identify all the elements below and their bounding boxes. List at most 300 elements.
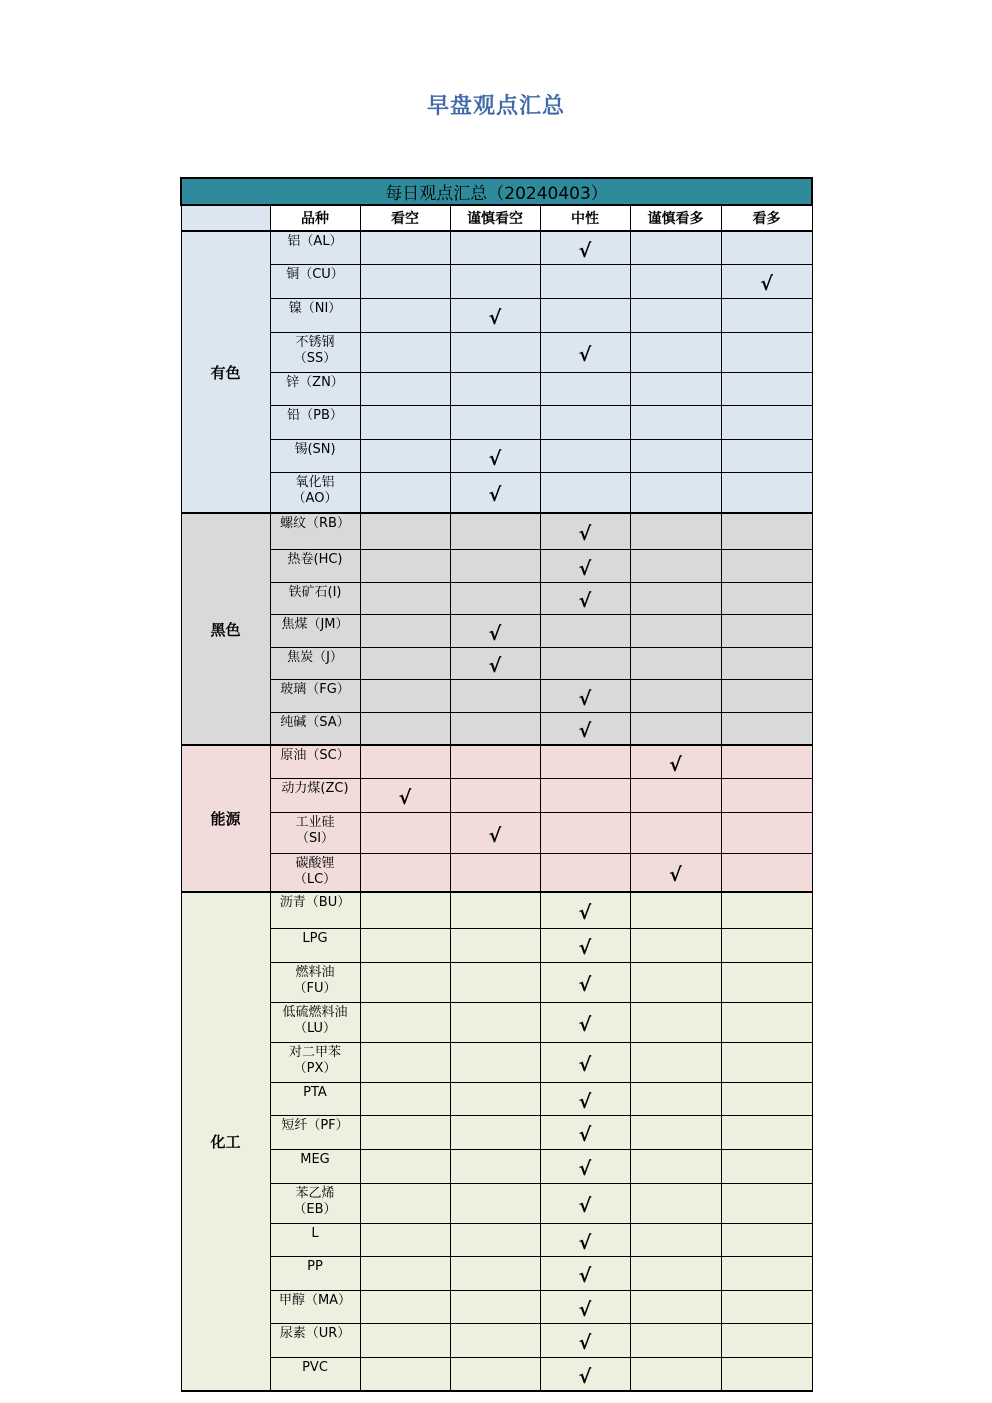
view-cell bbox=[630, 1183, 721, 1223]
table-row bbox=[181, 745, 812, 778]
variety-name-line: 不锈钢 bbox=[295, 334, 335, 350]
view-cell bbox=[630, 439, 721, 472]
view-cell bbox=[630, 372, 721, 405]
check-mark-icon: √ bbox=[488, 307, 502, 329]
table-row bbox=[181, 1357, 812, 1391]
view-cell bbox=[450, 472, 540, 513]
view-cell bbox=[540, 928, 630, 962]
view-cell bbox=[540, 892, 630, 928]
variety-name-line: 铜（CU） bbox=[286, 266, 344, 282]
view-cell bbox=[450, 712, 540, 745]
view-cell bbox=[360, 549, 450, 582]
view-cell bbox=[540, 332, 630, 372]
view-cell bbox=[630, 745, 721, 778]
variety-name-cell bbox=[270, 372, 360, 405]
check-mark-icon: √ bbox=[488, 484, 502, 507]
view-cell bbox=[630, 513, 721, 549]
view-cell bbox=[721, 1042, 812, 1082]
view-cell bbox=[450, 549, 540, 582]
view-cell bbox=[360, 439, 450, 472]
view-cell bbox=[450, 962, 540, 1002]
variety-name-cell bbox=[270, 1082, 360, 1115]
view-cell bbox=[360, 1042, 450, 1082]
variety-name-line: 甲醇（MA） bbox=[278, 1292, 352, 1308]
check-mark-icon: √ bbox=[669, 753, 682, 776]
variety-name-cell bbox=[270, 1256, 360, 1290]
view-cell bbox=[630, 1256, 721, 1290]
view-cell bbox=[450, 1223, 540, 1256]
check-mark-icon: √ bbox=[578, 1195, 592, 1217]
view-cell bbox=[450, 892, 540, 928]
check-mark-icon: √ bbox=[578, 239, 592, 262]
view-cell bbox=[721, 892, 812, 928]
header-row bbox=[181, 205, 812, 231]
variety-name-line: 铝（AL） bbox=[287, 234, 343, 249]
variety-name-cell bbox=[270, 745, 360, 778]
variety-name-line: L bbox=[311, 1225, 319, 1241]
check-mark-icon: √ bbox=[578, 1014, 592, 1036]
view-cell bbox=[360, 1256, 450, 1290]
view-cell bbox=[721, 472, 812, 513]
table-row bbox=[181, 1042, 812, 1082]
variety-name-cell bbox=[270, 231, 360, 264]
table-row bbox=[181, 472, 812, 513]
view-cell bbox=[630, 582, 721, 614]
view-cell bbox=[540, 513, 630, 549]
variety-name-cell bbox=[270, 332, 360, 372]
view-cell bbox=[630, 1115, 721, 1149]
view-cell bbox=[630, 1290, 721, 1323]
variety-name-line: （EB） bbox=[293, 1201, 337, 1217]
view-cell bbox=[360, 231, 450, 264]
table-row bbox=[181, 712, 812, 745]
view-cell bbox=[360, 372, 450, 405]
view-cell bbox=[360, 892, 450, 928]
variety-name-line: （LU） bbox=[293, 1020, 337, 1036]
view-cell bbox=[540, 264, 630, 298]
view-cell bbox=[540, 679, 630, 712]
view-cell bbox=[360, 472, 450, 513]
view-cell bbox=[360, 962, 450, 1002]
view-cell bbox=[630, 962, 721, 1002]
variety-name-cell bbox=[270, 614, 360, 647]
view-cell bbox=[450, 372, 540, 405]
view-cell bbox=[360, 332, 450, 372]
category-cell-nonferrous: 有色 bbox=[181, 231, 270, 513]
view-cell bbox=[360, 812, 450, 853]
view-cell bbox=[630, 231, 721, 264]
table-row bbox=[181, 582, 812, 614]
view-cell bbox=[540, 1082, 630, 1115]
variety-name-cell bbox=[270, 962, 360, 1002]
view-cell bbox=[360, 614, 450, 647]
variety-name-cell bbox=[270, 298, 360, 332]
check-mark-icon: √ bbox=[578, 1265, 592, 1287]
view-cell bbox=[721, 853, 812, 892]
variety-name-line: 螺纹（RB） bbox=[280, 516, 350, 531]
variety-name-cell bbox=[270, 582, 360, 614]
view-cell bbox=[450, 1115, 540, 1149]
view-cell bbox=[721, 712, 812, 745]
table-row bbox=[181, 962, 812, 1002]
check-mark-icon: √ bbox=[578, 902, 592, 925]
variety-name-cell bbox=[270, 853, 360, 892]
view-cell bbox=[721, 582, 812, 614]
view-cell bbox=[630, 1042, 721, 1082]
check-mark-icon: √ bbox=[578, 720, 592, 743]
table-row bbox=[181, 1183, 812, 1223]
table-row bbox=[181, 928, 812, 962]
table-row bbox=[181, 264, 812, 298]
variety-name-cell bbox=[270, 1002, 360, 1042]
variety-name-cell bbox=[270, 928, 360, 962]
view-cell bbox=[540, 1256, 630, 1290]
variety-name-cell bbox=[270, 1223, 360, 1256]
view-cell bbox=[721, 1149, 812, 1183]
table-row bbox=[181, 332, 812, 372]
view-cell bbox=[360, 679, 450, 712]
check-mark-icon: √ bbox=[578, 1158, 592, 1180]
view-cell bbox=[450, 1002, 540, 1042]
check-mark-icon: √ bbox=[578, 344, 592, 366]
view-cell bbox=[540, 1115, 630, 1149]
view-cell bbox=[540, 549, 630, 582]
variety-name-line: （AO） bbox=[292, 490, 338, 506]
view-cell bbox=[721, 439, 812, 472]
view-cell bbox=[630, 778, 721, 812]
view-cell bbox=[540, 1042, 630, 1082]
variety-name-cell bbox=[270, 1323, 360, 1357]
view-cell bbox=[450, 332, 540, 372]
table-row bbox=[181, 614, 812, 647]
view-cell bbox=[360, 298, 450, 332]
view-cell bbox=[721, 812, 812, 853]
view-cell bbox=[630, 1223, 721, 1256]
variety-name-cell bbox=[270, 513, 360, 549]
view-cell bbox=[630, 1082, 721, 1115]
variety-name-cell bbox=[270, 264, 360, 298]
variety-name-line: 镍（NI） bbox=[288, 300, 342, 316]
table-row bbox=[181, 231, 812, 264]
check-mark-icon: √ bbox=[578, 1124, 592, 1146]
view-cell bbox=[360, 778, 450, 812]
view-cell bbox=[630, 853, 721, 892]
check-mark-icon: √ bbox=[578, 1090, 592, 1113]
view-cell bbox=[630, 1323, 721, 1357]
view-cell bbox=[450, 1042, 540, 1082]
check-mark-icon: √ bbox=[578, 1332, 592, 1354]
table-row bbox=[181, 1323, 812, 1357]
check-mark-icon: √ bbox=[578, 937, 592, 959]
variety-name-line: 尿素（UR） bbox=[279, 1325, 351, 1341]
view-cell bbox=[630, 1357, 721, 1391]
view-cell bbox=[450, 778, 540, 812]
view-cell bbox=[450, 513, 540, 549]
view-cell bbox=[630, 264, 721, 298]
view-cell bbox=[360, 712, 450, 745]
view-cell bbox=[540, 962, 630, 1002]
page-title: 早盘观点汇总 bbox=[426, 94, 565, 119]
views-table-container bbox=[180, 177, 812, 1388]
header-cautious-bullish: 谨慎看多 bbox=[630, 205, 721, 231]
view-cell bbox=[630, 647, 721, 679]
view-cell bbox=[360, 513, 450, 549]
view-cell bbox=[450, 1290, 540, 1323]
view-cell bbox=[540, 1149, 630, 1183]
table-row bbox=[181, 647, 812, 679]
view-cell bbox=[540, 1223, 630, 1256]
table-row bbox=[181, 372, 812, 405]
view-cell bbox=[540, 1183, 630, 1223]
check-mark-icon: √ bbox=[488, 824, 502, 847]
view-cell bbox=[721, 1002, 812, 1042]
table-row bbox=[181, 1115, 812, 1149]
view-cell bbox=[721, 1323, 812, 1357]
view-cell bbox=[450, 614, 540, 647]
table-row bbox=[181, 439, 812, 472]
view-cell bbox=[630, 405, 721, 439]
view-cell bbox=[721, 1183, 812, 1223]
table-row bbox=[181, 679, 812, 712]
variety-name-line: （SI） bbox=[295, 830, 335, 846]
view-cell bbox=[721, 928, 812, 962]
view-cell bbox=[450, 231, 540, 264]
variety-name-line: 铅（PB） bbox=[287, 407, 343, 423]
view-cell bbox=[540, 1290, 630, 1323]
view-cell bbox=[450, 679, 540, 712]
view-cell bbox=[630, 1002, 721, 1042]
variety-name-line: 焦煤（JM） bbox=[281, 616, 349, 632]
view-cell bbox=[540, 1323, 630, 1357]
variety-name-cell bbox=[270, 1042, 360, 1082]
view-cell bbox=[360, 1223, 450, 1256]
check-mark-icon: √ bbox=[488, 447, 502, 470]
category-cell-ferrous: 黑色 bbox=[181, 513, 270, 745]
view-cell bbox=[360, 264, 450, 298]
view-cell bbox=[360, 1183, 450, 1223]
table-row bbox=[181, 513, 812, 549]
view-cell bbox=[540, 298, 630, 332]
view-cell bbox=[540, 439, 630, 472]
view-cell bbox=[721, 298, 812, 332]
variety-name-line: 锌（ZN） bbox=[286, 374, 344, 390]
variety-name-cell bbox=[270, 1149, 360, 1183]
view-cell bbox=[721, 549, 812, 582]
variety-name-line: MEG bbox=[300, 1151, 330, 1167]
view-cell bbox=[630, 928, 721, 962]
view-cell bbox=[630, 679, 721, 712]
check-mark-icon: √ bbox=[578, 1054, 592, 1076]
header-cautious-bearish: 谨慎看空 bbox=[450, 205, 540, 231]
view-cell bbox=[540, 712, 630, 745]
view-cell bbox=[450, 1183, 540, 1223]
table-row bbox=[181, 892, 812, 928]
variety-name-line: 动力煤(ZC) bbox=[281, 780, 349, 796]
variety-name-cell bbox=[270, 778, 360, 812]
view-cell bbox=[360, 1115, 450, 1149]
view-cell bbox=[721, 513, 812, 549]
view-cell bbox=[360, 1002, 450, 1042]
view-cell bbox=[450, 1082, 540, 1115]
view-cell bbox=[630, 1149, 721, 1183]
view-cell bbox=[721, 1082, 812, 1115]
variety-name-cell bbox=[270, 712, 360, 745]
view-cell bbox=[450, 853, 540, 892]
view-cell bbox=[450, 1149, 540, 1183]
variety-name-line: （SS） bbox=[293, 350, 337, 366]
header-variety: 品种 bbox=[270, 205, 360, 231]
variety-name-line: 对二甲苯 bbox=[288, 1044, 341, 1060]
check-mark-icon: √ bbox=[488, 655, 502, 677]
table-row bbox=[181, 812, 812, 853]
variety-name-line: 原油（SC） bbox=[280, 748, 350, 763]
header-bearish: 看空 bbox=[360, 205, 450, 231]
view-cell bbox=[630, 332, 721, 372]
check-mark-icon: √ bbox=[669, 864, 682, 887]
view-cell bbox=[721, 614, 812, 647]
view-cell bbox=[360, 1149, 450, 1183]
view-cell bbox=[450, 1323, 540, 1357]
variety-name-cell bbox=[270, 1357, 360, 1391]
variety-name-cell bbox=[270, 812, 360, 853]
view-cell bbox=[540, 405, 630, 439]
view-cell bbox=[721, 405, 812, 439]
view-cell bbox=[721, 264, 812, 298]
variety-name-line: 沥青（BU） bbox=[279, 895, 351, 910]
view-cell bbox=[540, 582, 630, 614]
variety-name-cell bbox=[270, 439, 360, 472]
variety-name-line: 铁矿石(I) bbox=[288, 584, 342, 600]
variety-name-line: 氧化铝 bbox=[295, 474, 335, 490]
check-mark-icon: √ bbox=[578, 974, 592, 996]
variety-name-line: PVC bbox=[302, 1359, 328, 1375]
variety-name-line: 低硫燃料油 bbox=[282, 1004, 348, 1020]
category-cell-energy: 能源 bbox=[181, 745, 270, 892]
variety-name-cell bbox=[270, 1183, 360, 1223]
view-cell bbox=[540, 1357, 630, 1391]
table-row bbox=[181, 1223, 812, 1256]
view-cell bbox=[721, 745, 812, 778]
check-mark-icon: √ bbox=[578, 523, 592, 546]
variety-name-line: （PX） bbox=[293, 1060, 337, 1076]
view-cell bbox=[450, 582, 540, 614]
variety-name-cell bbox=[270, 405, 360, 439]
view-cell bbox=[450, 812, 540, 853]
check-mark-icon: √ bbox=[398, 787, 412, 809]
check-mark-icon: √ bbox=[760, 273, 773, 295]
view-cell bbox=[540, 1002, 630, 1042]
view-cell bbox=[540, 231, 630, 264]
check-mark-icon: √ bbox=[578, 1298, 592, 1321]
view-cell bbox=[360, 647, 450, 679]
view-cell bbox=[450, 1256, 540, 1290]
table-row bbox=[181, 778, 812, 812]
view-cell bbox=[450, 647, 540, 679]
variety-name-line: 短纤（PF） bbox=[281, 1117, 349, 1133]
variety-name-cell bbox=[270, 1115, 360, 1149]
view-cell bbox=[540, 745, 630, 778]
variety-name-line: PP bbox=[307, 1258, 323, 1274]
variety-name-cell bbox=[270, 647, 360, 679]
view-cell bbox=[721, 1223, 812, 1256]
view-cell bbox=[540, 614, 630, 647]
view-cell bbox=[360, 1357, 450, 1391]
variety-name-line: 燃料油 bbox=[295, 964, 335, 980]
variety-name-cell bbox=[270, 892, 360, 928]
view-cell bbox=[721, 1290, 812, 1323]
view-cell bbox=[721, 679, 812, 712]
view-cell bbox=[450, 745, 540, 778]
header-category bbox=[181, 205, 270, 231]
view-cell bbox=[360, 1290, 450, 1323]
table-row bbox=[181, 1082, 812, 1115]
view-cell bbox=[450, 1357, 540, 1391]
view-cell bbox=[630, 712, 721, 745]
view-cell bbox=[630, 472, 721, 513]
view-cell bbox=[630, 812, 721, 853]
view-cell bbox=[721, 778, 812, 812]
view-cell bbox=[721, 1357, 812, 1391]
variety-name-line: 热卷(HC) bbox=[287, 551, 343, 567]
view-cell bbox=[721, 1115, 812, 1149]
view-cell bbox=[721, 647, 812, 679]
view-cell bbox=[450, 264, 540, 298]
check-mark-icon: √ bbox=[578, 1231, 592, 1254]
view-cell bbox=[630, 892, 721, 928]
variety-name-line: （LC） bbox=[293, 871, 337, 887]
view-cell bbox=[360, 1323, 450, 1357]
view-cell bbox=[540, 647, 630, 679]
variety-name-line: 玻璃（FG） bbox=[280, 681, 350, 697]
view-cell bbox=[540, 778, 630, 812]
view-cell bbox=[360, 853, 450, 892]
variety-name-line: PTA bbox=[303, 1084, 327, 1100]
variety-name-line: LPG bbox=[302, 930, 328, 946]
check-mark-icon: √ bbox=[488, 622, 502, 645]
check-mark-icon: √ bbox=[578, 557, 592, 580]
view-cell bbox=[721, 1256, 812, 1290]
variety-name-line: 纯碱（SA） bbox=[280, 714, 350, 730]
variety-name-cell bbox=[270, 679, 360, 712]
header-neutral: 中性 bbox=[540, 205, 630, 231]
view-cell bbox=[721, 962, 812, 1002]
table-row bbox=[181, 298, 812, 332]
view-cell bbox=[450, 928, 540, 962]
variety-name-line: 碳酸锂 bbox=[295, 855, 335, 871]
check-mark-icon: √ bbox=[578, 687, 592, 710]
variety-name-line: 锡(SN) bbox=[294, 441, 336, 457]
check-mark-icon: √ bbox=[578, 1365, 592, 1388]
variety-name-cell bbox=[270, 1290, 360, 1323]
variety-name-line: （FU） bbox=[293, 980, 337, 996]
view-cell bbox=[450, 405, 540, 439]
view-cell bbox=[360, 928, 450, 962]
table-row bbox=[181, 1256, 812, 1290]
variety-name-cell bbox=[270, 549, 360, 582]
view-cell bbox=[360, 405, 450, 439]
view-cell bbox=[630, 614, 721, 647]
view-cell bbox=[540, 372, 630, 405]
variety-name-line: 工业硅 bbox=[295, 814, 335, 830]
variety-name-line: 苯乙烯 bbox=[295, 1185, 335, 1201]
table-title: 每日观点汇总（20240403） bbox=[181, 178, 812, 205]
view-cell bbox=[630, 549, 721, 582]
view-cell bbox=[450, 298, 540, 332]
variety-name-cell bbox=[270, 472, 360, 513]
view-cell bbox=[360, 745, 450, 778]
table-row bbox=[181, 1002, 812, 1042]
view-cell bbox=[630, 298, 721, 332]
